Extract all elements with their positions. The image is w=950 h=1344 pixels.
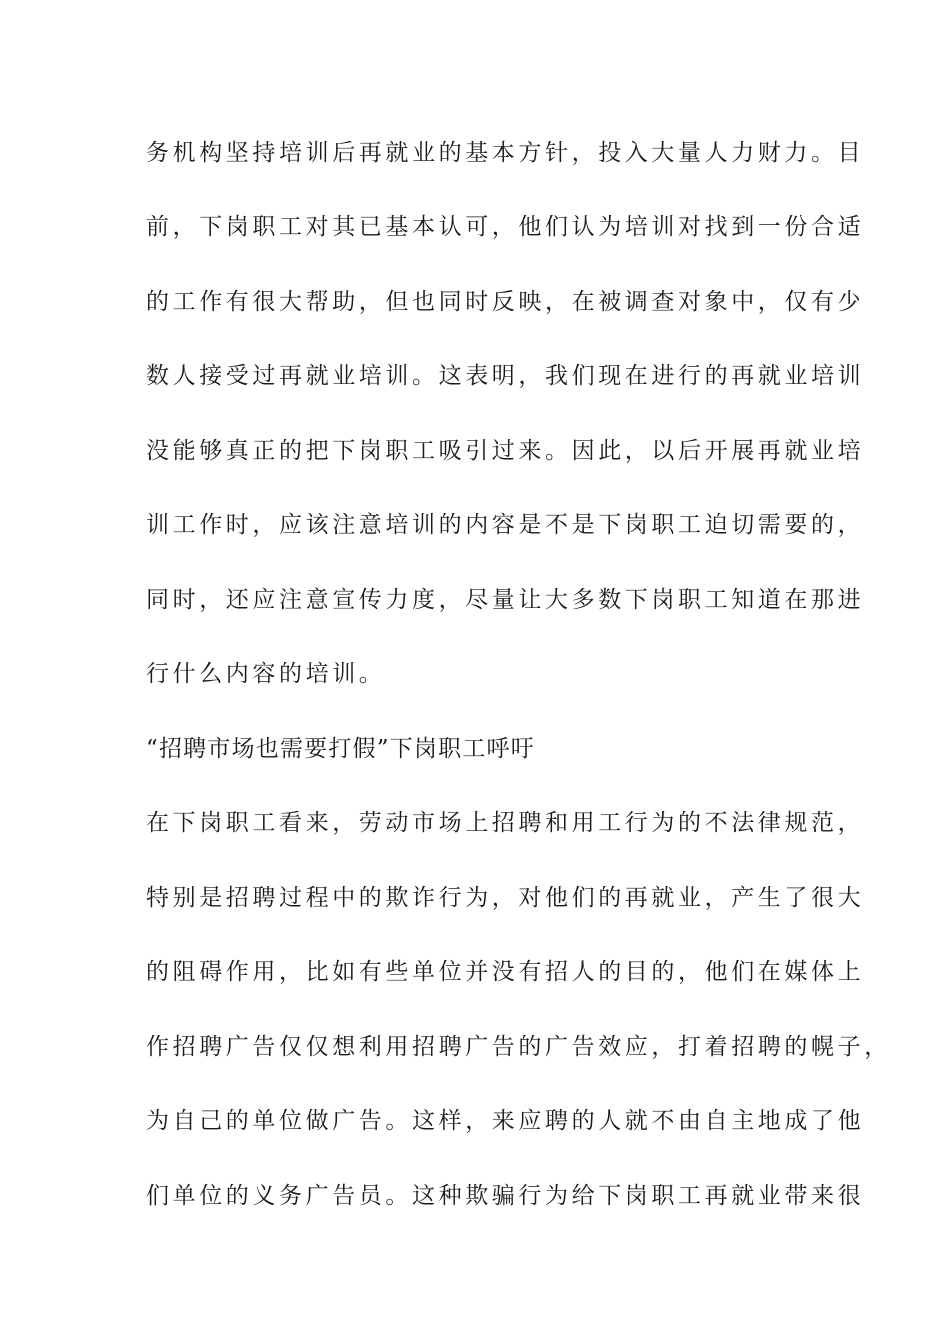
body-text-line: 行什么内容的培训。 (146, 661, 386, 687)
body-text-line: 的阻碍作用，比如有些单位并没有招人的目的，他们在媒体上 (146, 959, 865, 985)
body-text-line: 为自己的单位做广告。这样，来应聘的人就不由自主地成了他 (146, 1108, 865, 1134)
body-text-line: 没能够真正的把下岗职工吸引过来。因此，以后开展再就业培 (146, 438, 865, 464)
section-heading: “招聘市场也需要打假”下岗职工呼吁 (146, 736, 535, 762)
body-text-line: 同时，还应注意宣传力度，尽量让大多数下岗职工知道在那进 (146, 587, 865, 613)
body-text-line: 在下岗职工看来，劳动市场上招聘和用工行为的不法律规范， (146, 810, 865, 836)
body-text-line: 数人接受过再就业培训。这表明，我们现在进行的再就业培训 (146, 363, 865, 389)
body-text-line: 作招聘广告仅仅想利用招聘广告的广告效应，打着招聘的幌子， (146, 1034, 891, 1060)
body-text-line: 特别是招聘过程中的欺诈行为，对他们的再就业，产生了很大 (146, 885, 865, 911)
body-text-line: 训工作时，应该注意培训的内容是不是下岗职工迫切需要的， (146, 512, 865, 538)
body-text-line: 们单位的义务广告员。这种欺骗行为给下岗职工再就业带来很 (146, 1183, 865, 1209)
body-text-line: 前，下岗职工对其已基本认可，他们认为培训对找到一份合适 (146, 214, 865, 240)
body-text-line: 务机构坚持培训后再就业的基本方针，投入大量人力财力。目 (146, 140, 865, 166)
body-text-line: 的工作有很大帮助，但也同时反映，在被调查对象中，仅有少 (146, 289, 865, 315)
